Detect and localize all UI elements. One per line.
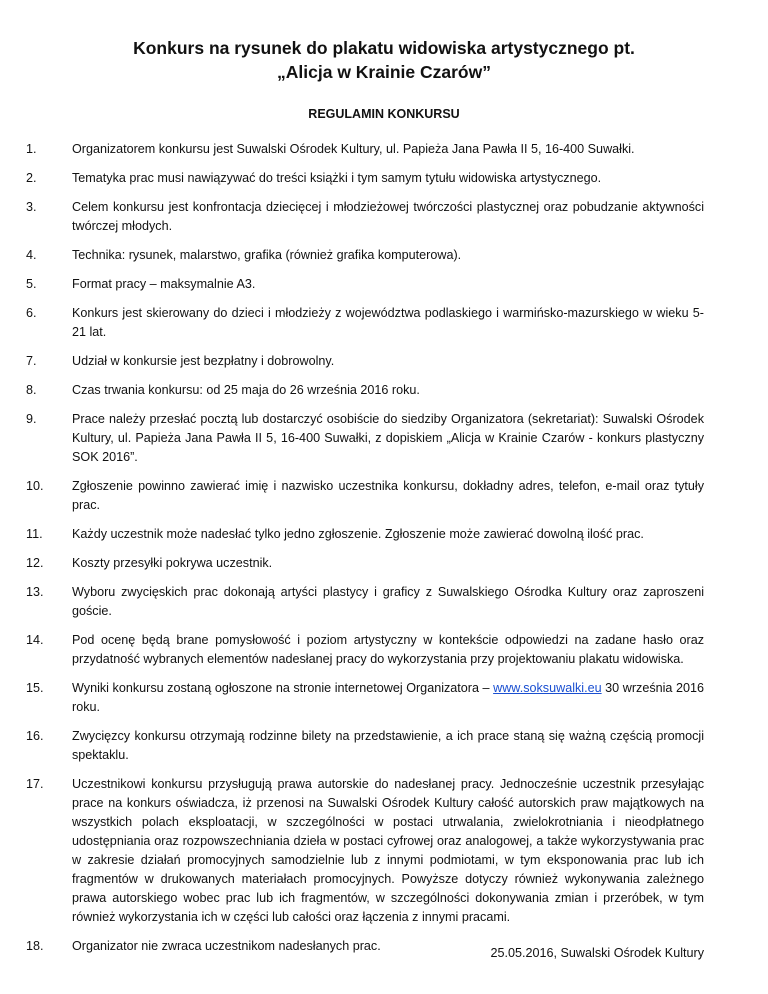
rule-number: 6. (26, 306, 37, 320)
rule-item (26, 583, 704, 621)
rule-number: 12. (26, 556, 44, 570)
rule-text: Tematyka prac musi nawiązywać do treści książki i tym samym tytułu widowiska artystycznego. (72, 171, 602, 185)
rule-item (26, 554, 704, 573)
title-line-1: Konkurs na rysunek do plakatu widowiska artystycznego pt. (133, 38, 635, 58)
rule-text: Organizatorem konkursu jest Suwalski Ośrodek Kultury, ul. Papieża Jana Pawła II 5, 16-400 Suwałki. (72, 142, 635, 156)
rule-item (26, 246, 704, 265)
website-link[interactable]: www.soksuwalki.eu (493, 681, 602, 695)
rule-number: 7. (26, 354, 37, 368)
rule-text: Udział w konkursie jest bezpłatny i dobrowolny. (72, 354, 335, 368)
rule-text-after-link: 30 września 2016 roku. (72, 681, 704, 714)
rule-item (26, 525, 704, 544)
rule-text: Zwycięzcy konkursu otrzymają rodzinne bilety na przedstawienie, a ich prace staną się ważną częścią promocji spektaklu. (72, 729, 704, 762)
rule-number: 17. (26, 777, 44, 791)
rule-number: 11. (26, 527, 43, 541)
rule-item (26, 410, 704, 467)
rule-number: 3. (26, 200, 37, 214)
rule-number: 2. (26, 171, 37, 185)
rule-number: 16. (26, 729, 44, 743)
rule-text: Koszty przesyłki pokrywa uczestnik. (72, 556, 273, 570)
rule-text: Celem konkursu jest konfrontacja dziecięcej i młodzieżowej twórczości plastycznej oraz pobudzanie aktywności twórczej młodych. (72, 200, 704, 233)
rule-text: Technika: rysunek, malarstwo, grafika (również grafika komputerowa). (72, 248, 462, 262)
rule-item (26, 727, 704, 765)
rule-item (26, 140, 704, 159)
rule-item (26, 275, 704, 294)
rule-text: Uczestnikowi konkursu przysługują prawa autorskie do nadesłanej pracy. Jednocześnie uczestnik przesyłając prace na konkurs oświadcza, iż przenosi na Suwalski Ośrodek Kultury całość autorskich praw majątkowych na wszystkich polach eksploatacji, w szczególności w postaci utrwalania, zwielokrotniania i nieodpłatnego udostępniania oraz rozpowszechniania dzieła w postaci cyfrowej oraz analogowej, a także wykorzystywania prac w zakresie działań promocyjnych samodzielnie lub z innymi podmiotami, w tym eksponowania prac lub ich fragmentów w drukowanych materiałach promocyjnych. Powyższe dotyczy również wykonywania zależnego prawa autorskiego wobec prac lub ich fragmentów, w szczególności dokonywania zmian i przeróbek, w tym również wykorzystania ich w części lub całości oraz łączenia z innymi pracami. (72, 777, 704, 924)
rule-text: Wyboru zwycięskich prac dokonają artyści plastycy i graficy z Suwalskiego Ośrodka Kultury oraz zaproszeni goście. (72, 585, 704, 618)
rule-text: Organizator nie zwraca uczestnikom nadesłanych prac. (72, 939, 381, 953)
rule-text: Czas trwania konkursu: od 25 maja do 26 września 2016 roku. (72, 383, 420, 397)
rule-number: 4. (26, 248, 37, 262)
rule-item (26, 352, 704, 371)
rule-text: Konkurs jest skierowany do dzieci i młodzieży z województwa podlaskiego i warmińsko-mazurskiego w wieku 5-21 lat. (72, 306, 704, 339)
rule-text: Pod ocenę będą brane pomysłowość i poziom artystyczny w kontekście odpowiedzi na zadane hasło oraz przydatność wybranych elementów nadesłanej pracy do wykorzystania przy projektowaniu plakatu widowiska. (72, 633, 704, 666)
rule-number: 13. (26, 585, 44, 599)
rule-item (26, 775, 704, 927)
rule-number: 10. (26, 479, 44, 493)
rule-item (26, 304, 704, 342)
rule-text-before-link: Wyniki konkursu zostaną ogłoszone na stronie internetowej Organizatora – (72, 681, 494, 695)
document-title (0, 36, 768, 84)
rule-number: 18. (26, 939, 44, 953)
rule-text: Format pracy – maksymalnie A3. (72, 277, 256, 291)
rule-number: 9. (26, 412, 37, 426)
rule-number: 8. (26, 383, 37, 397)
rule-text: Prace należy przesłać pocztą lub dostarczyć osobiście do siedziby Organizatora (sekretariat): Suwalski Ośrodek Kultury, ul. Papieża Jana Pawła II 5, 16-400 Suwałki, z dopiskiem „Alicja w Krainie Czarów - konkurs plastyczny SOK 2016”. (72, 412, 704, 464)
rule-number: 1. (26, 142, 37, 156)
rule-number: 5. (26, 277, 37, 291)
title-line-2: „Alicja w Krainie Czarów” (277, 62, 491, 82)
rule-item (26, 679, 704, 717)
rule-number: 14. (26, 633, 44, 647)
regulations-heading: REGULAMIN KONKURSU (308, 107, 460, 121)
rules-list (26, 140, 704, 966)
rule-text: Zgłoszenie powinno zawierać imię i nazwisko uczestnika konkursu, dokładny adres, telefon, e-mail oraz tytuły prac. (72, 479, 704, 512)
rule-number: 15. (26, 681, 44, 695)
rule-item (26, 477, 704, 515)
document-footer: 25.05.2016, Suwalski Ośrodek Kultury (490, 946, 704, 960)
rule-text: Każdy uczestnik może nadesłać tylko jedno zgłoszenie. Zgłoszenie może zawierać dowolną ilość prac. (72, 527, 644, 541)
rule-item (26, 381, 704, 400)
rule-item (26, 631, 704, 669)
rule-item (26, 169, 704, 188)
rule-item (26, 198, 704, 236)
